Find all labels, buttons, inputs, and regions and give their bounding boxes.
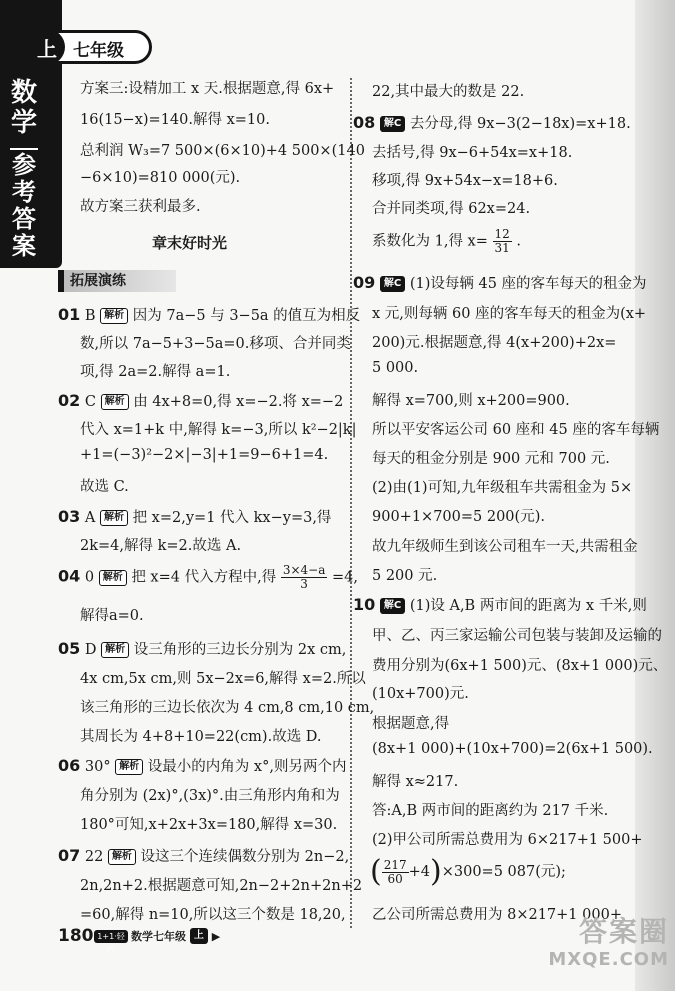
text-line: 去分母,得 9x−3(2−18x)=x+18. (409, 116, 631, 132)
question-07 (58, 845, 349, 866)
text-line: 去括号,得 9x−6+54x=x+18. (372, 145, 573, 161)
question-number: 07 (58, 846, 81, 865)
text-line: 由 4x+8=0,得 x=−2.将 x=−2 (133, 394, 344, 410)
analysis-tag: 解析 (100, 308, 128, 324)
text-line: 故九年级师生到该公司租车一天,共需租金 (372, 539, 638, 555)
text-line: 移项,得 9x+54x−x=18+6. (372, 173, 558, 189)
text-line: 数,所以 7a−5+3−5a=0.移项、合并同类 (80, 336, 351, 352)
volume-badge: 上 (29, 29, 65, 65)
final-step (372, 228, 521, 255)
text-line: (10x+700)元. (372, 686, 469, 702)
open-paren: ( (370, 854, 382, 889)
text-line: (2)甲公司所需总费用为 6×217+1 500+ (372, 832, 643, 848)
text-line: +4 (408, 864, 430, 880)
question-number: 09 (353, 273, 376, 292)
fraction-expression (370, 854, 566, 889)
text-line: 故方案三获利最多. (80, 199, 201, 215)
question-number: 08 (353, 113, 376, 132)
text-line: x 元,则每辆 60 座的客车每天的租金为(x+ (372, 306, 647, 322)
text-line: . (516, 233, 521, 250)
text-line: (1)设每辆 45 座的客车每天的租金为 (409, 276, 647, 292)
fraction-numerator: 3×4−a (282, 563, 326, 577)
answer-choice: 22 (84, 849, 104, 865)
question-number: 05 (58, 639, 81, 658)
solution-tag: 解C (380, 116, 405, 132)
subject-label: 数学 (10, 78, 37, 138)
text-line: 设这三个连续偶数分别为 2n−2, (140, 849, 350, 865)
solution-tag: 解C (380, 598, 405, 614)
text-line: 故选 C. (80, 479, 129, 495)
fraction (493, 228, 512, 255)
analysis-tag: 解析 (115, 759, 143, 775)
watermark-cn: 答案圈 (578, 915, 669, 948)
question-number: 01 (58, 305, 81, 324)
text-line: (2)由(1)可知,九年级租车共需租金为 5× (372, 480, 633, 496)
question-05 (58, 638, 346, 659)
text-line: 解得a=0. (80, 608, 144, 624)
footer-book-title (131, 928, 220, 944)
text-line: 900+1×700=5 200(元). (372, 509, 545, 525)
text-line: =4, (331, 569, 358, 586)
publisher-logo: 1+1·轻巧 (94, 930, 128, 943)
answer-choice: B (84, 308, 96, 324)
footer-volume-badge: 上 (190, 928, 208, 944)
fraction-numerator: 217 (383, 857, 407, 872)
fraction-denominator: 3 (300, 577, 308, 591)
text-line: 设三角形的三边长分别为 2x cm, (133, 642, 347, 658)
text-line: 代入 x=1+k 中,解得 k=−3,所以 k²−2|k| (80, 422, 357, 438)
text-line: 每天的租金分别是 900 元和 700 元. (372, 451, 610, 467)
close-paren: ) (430, 854, 442, 889)
analysis-tag: 解析 (108, 849, 136, 865)
question-number: 02 (58, 391, 81, 410)
answer-key-label: 参考答案 (12, 151, 36, 260)
question-09 (353, 272, 647, 293)
text-line: 因为 7a−5 与 3−5a 的值互为相反 (132, 308, 361, 324)
fraction (281, 564, 328, 591)
text-line: 200)元.根据题意,得 4(x+200)+2x= (372, 335, 617, 351)
solution-tag: 解C (380, 276, 405, 292)
text-line: 总利润 W₃=7 500×(6×10)+4 500×(140 (80, 143, 365, 159)
text-line: 22,其中最大的数是 22. (372, 84, 525, 100)
text-line: 4x cm,5x cm,则 5x−2x=6,解得 x=2.所以 (80, 671, 366, 687)
answer-choice: C (84, 394, 96, 410)
answer-choice: 30° (84, 759, 111, 775)
question-number: 03 (58, 507, 81, 526)
text-line: 180°可知,x+2x+3x=180,解得 x=30. (80, 817, 338, 833)
text-line: −6×10)=810 000(元). (80, 170, 241, 186)
question-number: 06 (58, 756, 81, 775)
text-line: 项,得 2a=2.解得 a=1. (80, 364, 231, 380)
answer-choice: A (84, 510, 96, 526)
question-03 (58, 506, 331, 527)
footer-title-text: 数学七年级 (131, 930, 186, 943)
section-title: 章末好时光 (152, 234, 228, 252)
text-line: 解得 x≈217. (372, 774, 459, 790)
text-line: 把 x=4 代入方程中,得 (131, 569, 277, 586)
arrow-right-icon: ▶ (211, 930, 221, 943)
fraction-denominator: 31 (494, 241, 510, 255)
text-line: 把 x=2,y=1 代入 kx−y=3,得 (132, 510, 332, 526)
fraction-denominator: 60 (387, 871, 403, 886)
watermark-url: MXQE.COM (548, 949, 669, 970)
question-01 (58, 304, 360, 325)
sidebar-divider (10, 148, 38, 150)
text-line: 角分别为 (2x)°,(3x)°.由三角形内角和为 (80, 788, 340, 804)
analysis-tag: 解析 (99, 570, 127, 586)
text-line: 设最小的内角为 x°,则另两个内 (147, 759, 347, 775)
question-08 (353, 112, 631, 133)
text-line: (1)设 A,B 两市间的距离为 x 千米,则 (409, 598, 647, 614)
text-line: 费用分别为(6x+1 500)元、(8x+1 000)元、 (372, 658, 668, 674)
analysis-tag: 解析 (100, 510, 128, 526)
column-divider (350, 78, 352, 928)
text-line: 解得 x=700,则 x+200=900. (372, 393, 570, 409)
text-line: 系数化为 1,得 x= (372, 233, 488, 250)
question-10 (353, 594, 647, 615)
answer-choice: 0 (84, 569, 95, 586)
text-line: 甲、乙、丙三家运输公司包装与装卸及运输的 (372, 628, 662, 644)
text-line: ×300=5 087(元); (441, 864, 566, 880)
question-06 (58, 755, 346, 776)
fraction-numerator: 12 (494, 227, 510, 241)
text-line: 16(15−x)=140.解得 x=10. (80, 112, 270, 128)
fraction (382, 859, 409, 886)
grade-label: 七年级 (73, 41, 124, 61)
question-02 (58, 390, 343, 411)
text-line: 2n,2n+2.根据题意可知,2n−2+2n+2n+2 (80, 878, 363, 894)
extend-practice-banner: 拓展演练 (58, 270, 176, 292)
grade-badge (30, 30, 152, 64)
page-number: 180 (58, 926, 94, 946)
question-number: 04 (58, 566, 81, 586)
question-number: 10 (353, 595, 376, 614)
analysis-tag: 解析 (101, 394, 129, 410)
answer-choice: D (84, 642, 97, 658)
question-04 (58, 564, 358, 591)
text-line: (8x+1 000)+(10x+700)=2(6x+1 500). (372, 741, 653, 757)
text-line: 根据题意,得 (372, 716, 450, 732)
text-line: =60,解得 n=10,所以这三个数是 18,20, (80, 907, 346, 923)
text-line: 所以平安客运公司 60 座和 45 座的客车每辆 (372, 422, 660, 438)
watermark (529, 915, 669, 985)
analysis-tag: 解析 (101, 642, 129, 658)
text-line: 方案三:设精加工 x 天.根据题意,得 6x+ (80, 81, 335, 97)
text-line: 乙公司所需总费用为 8×217+1 000+ (372, 907, 622, 923)
text-line: 合并同类项,得 62x=24. (372, 201, 531, 217)
text-line: 5 000. (372, 360, 419, 376)
text-line: 2k=4,解得 k=2.故选 A. (80, 538, 242, 554)
text-line: +1=(−3)²−2×|−3|+1=9−6+1=4. (80, 447, 329, 463)
text-line: 该三角形的三边长依次为 4 cm,8 cm,10 cm, (80, 700, 375, 716)
text-line: 答:A,B 两市间的距离约为 217 千米. (372, 803, 609, 819)
text-line: 其周长为 4+8+10=22(cm).故选 D. (80, 729, 322, 745)
text-line: 5 200 元. (372, 568, 438, 584)
